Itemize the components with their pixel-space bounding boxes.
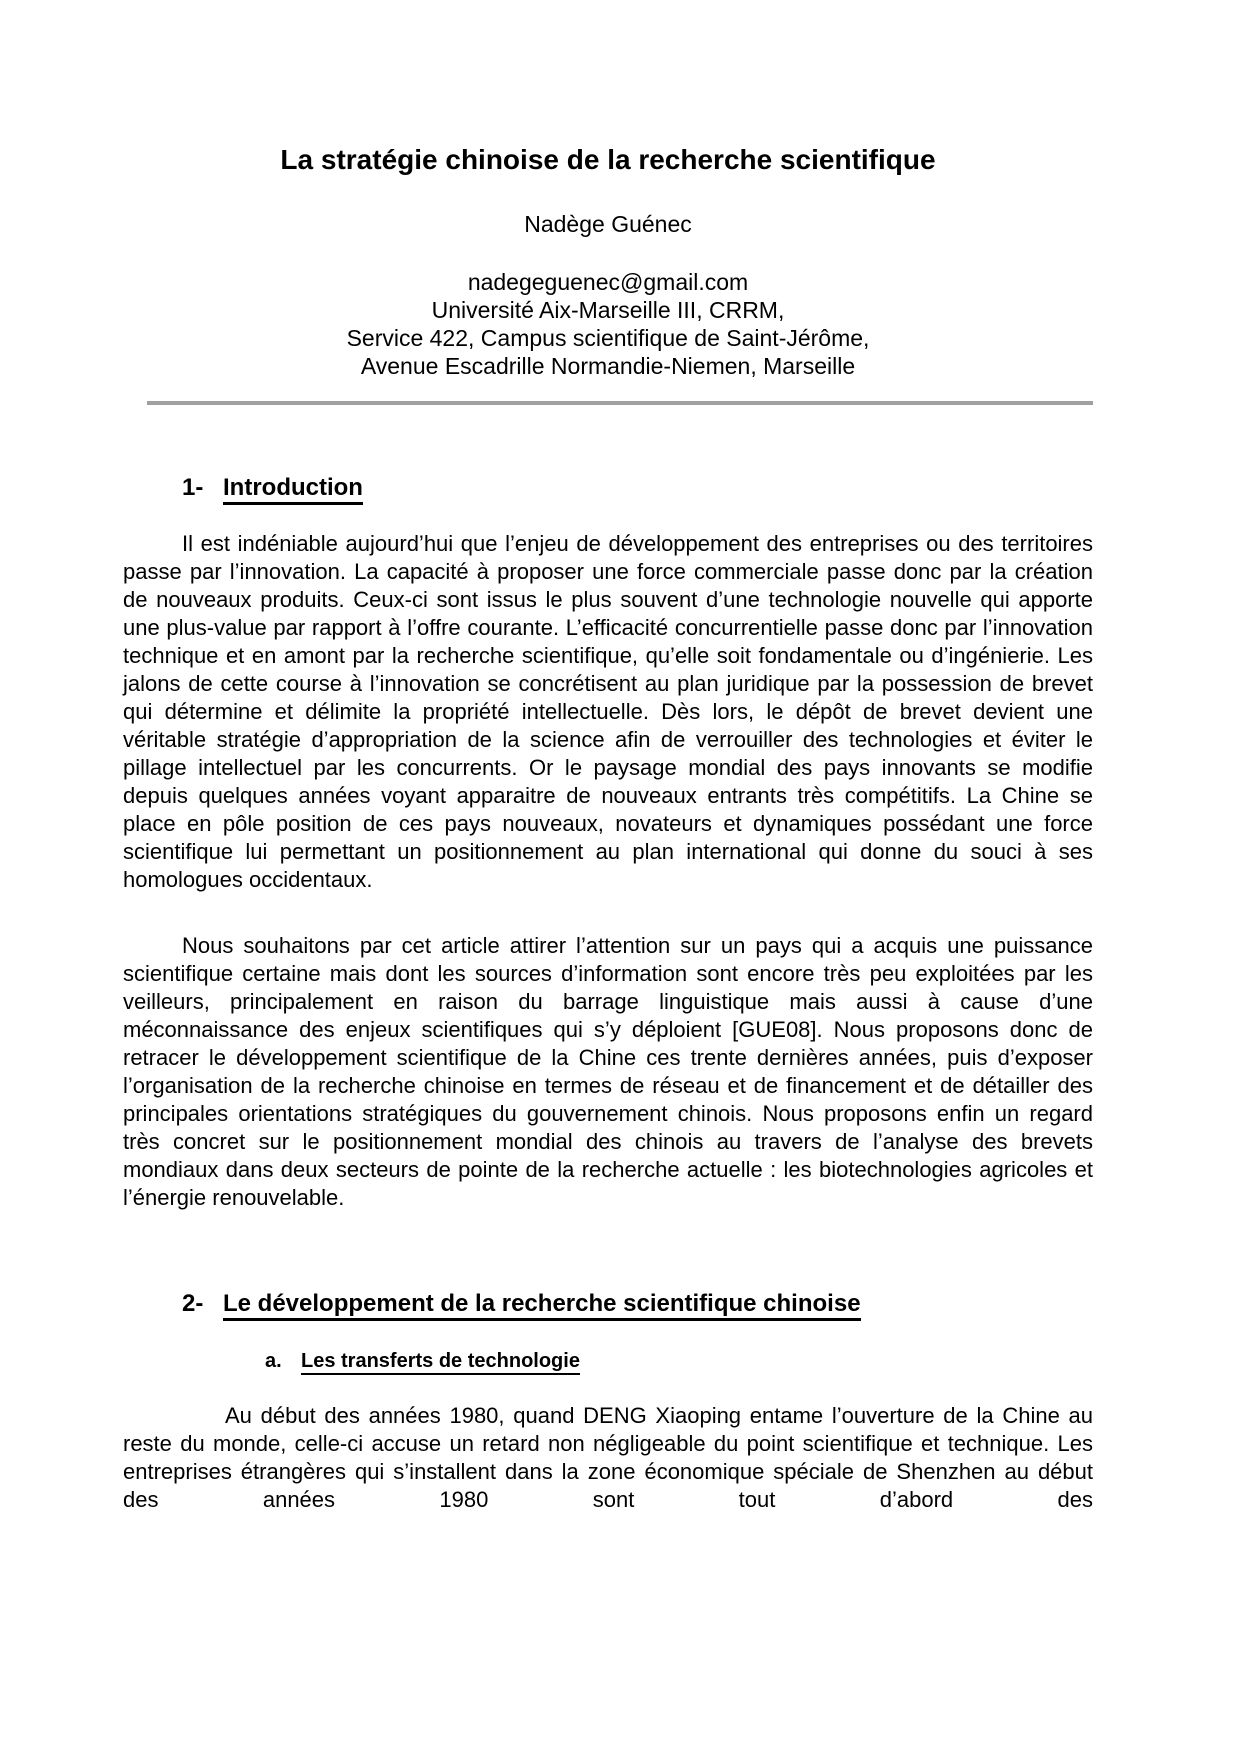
- affiliation-line-2: Service 422, Campus scientifique de Saint-Jérôme,: [346, 325, 870, 351]
- document-title: La stratégie chinoise de la recherche scientifique: [280, 144, 936, 175]
- horizontal-rule: [147, 401, 1093, 405]
- affiliation-line-3: Avenue Escadrille Normandie-Niemen, Marseille: [360, 353, 856, 379]
- author-email: nadegeguenec@gmail.com: [467, 269, 749, 295]
- section-2-heading: [123, 1288, 1093, 1320]
- subsection-a-title: Les transferts de technologie: [301, 1350, 580, 1375]
- page-content: [123, 0, 1093, 1514]
- subsection-a-number: a.: [265, 1350, 282, 1372]
- section-1-heading: [123, 472, 1093, 504]
- contact-block: [123, 268, 1093, 380]
- section-1-title: Introduction: [223, 474, 363, 505]
- affiliation-line-1: Université Aix-Marseille III, CRRM,: [431, 297, 785, 323]
- section-1-number: 1-: [182, 474, 204, 501]
- paragraph-intro-2: Nous souhaitons par cet article attirer l’attention sur un pays qui a acquis une puissance scientifique certaine mais dont les sources d’information sont encore très peu exploitées par les veilleurs, principalement en raison du barrage linguistique mais aussi à cause d’une méconnaissance des enjeux scientifiques qui s’y déploient [GUE08]. Nous proposons donc de retracer le développement scientifique de la Chine ces trente dernières années, puis d’exposer l’organisation de la recherche chinoise en termes de réseau et de financement et de détailler des principales orientations stratégiques du gouvernement chinois. Nous proposons enfin un regard très concret sur le positionnement mondial des chinois au travers de l’analyse des brevets mondiaux dans deux secteurs de pointe de la recherche actuelle : les biotechnologies agricoles et l’énergie renouvelable.: [123, 933, 1093, 1210]
- paragraph-intro-1: Il est indéniable aujourd’hui que l’enjeu de développement des entreprises ou des territoires passe par l’innovation. La capacité à proposer une force commerciale passe donc par la création de nouveaux produits. Ceux-ci sont issus le plus souvent d’une technologie nouvelle qui apporte une plus-value par rapport à l’offre courante. L’efficacité concurrentielle passe donc par l’innovation technique et en amont par la recherche scientifique, qu’elle soit fondamentale ou d’ingénierie. Les jalons de cette course à l’innovation se concrétisent au plan juridique par la possession de brevet qui détermine et délimite la propriété intellectuelle. Dès lors, le dépôt de brevet devient une véritable stratégie d’appropriation de la science afin de verrouiller des technologies et éviter le pillage intellectuel par les concurrents. Or le paysage mondial des pays innovants se modifie depuis quelques années voyant apparaitre de nouveaux entrants très compétitifs. La Chine se place en pôle position de ces pays nouveaux, novateurs et dynamiques possédant une force scientifique lui permettant un positionnement au plan international qui donne du souci à ses homologues occidentaux.: [123, 531, 1093, 892]
- section-2-number: 2-: [182, 1290, 204, 1317]
- paragraph-transferts-1: Au début des années 1980, quand DENG Xiaoping entame l’ouverture de la Chine au reste du monde, celle-ci accuse un retard non négligeable du point scientifique et technique. Les entreprises étrangères qui s’installent dans la zone économique spéciale de Shenzhen au début des années 1980 sont tout d’abord des: [123, 1403, 1093, 1512]
- subsection-a-heading: [123, 1348, 1093, 1374]
- author-name: Nadège Guénec: [524, 211, 692, 237]
- section-2-title: Le développement de la recherche scientifique chinoise: [223, 1290, 861, 1321]
